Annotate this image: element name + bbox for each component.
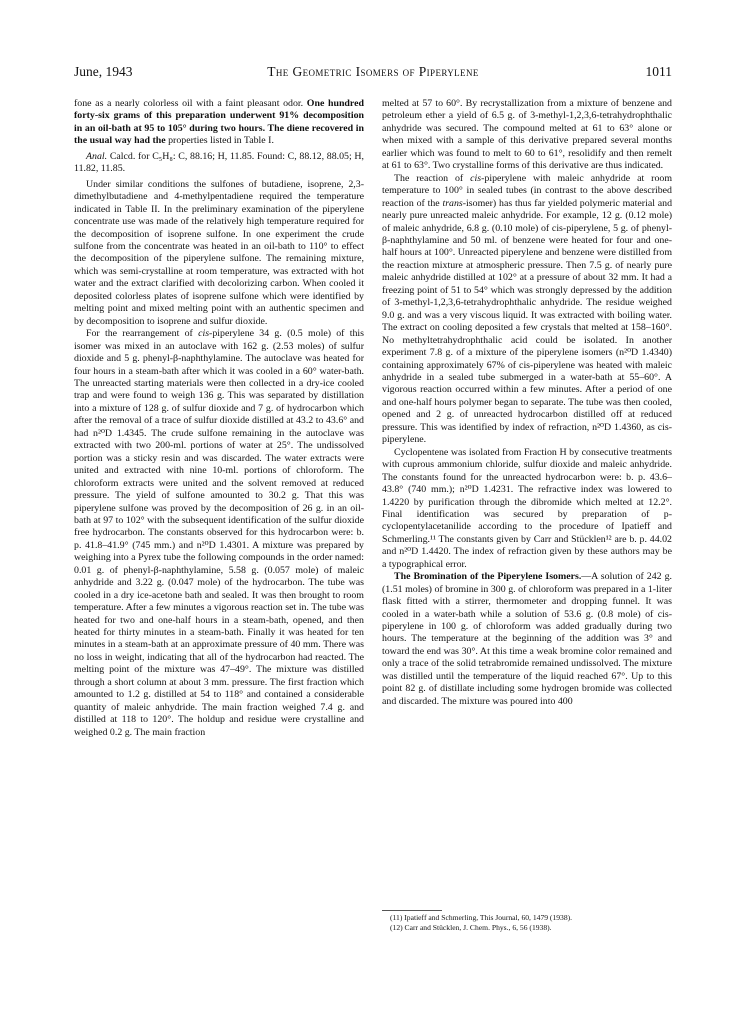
running-header bbox=[74, 64, 672, 82]
right-column bbox=[382, 98, 672, 708]
anal-label: Anal. bbox=[86, 150, 108, 162]
page-number: 1011 bbox=[645, 64, 672, 79]
paragraph-bromination: The Bromination of the Piperylene Isomers.—A solution of 242 g. (1.51 moles) of bromine in 300 g. of chloroform was prepared in a 1-liter flask fitted with a stirrer, thermometer and dropping funnel. It was cooled in a water-bath while a solution of 53.6 g. (0.8 mole) of cis-piperylene in 100 g. of chloroform was added gradually during two hours. The temperature at the beginning of the addition was 3° and toward the end was 30°. At this time a weak bromine color remained and only a trace of the solid tetrabromide remained undissolved. The mixture was distilled until the temperature of the liquid reached 67°. Up to this point 82 g. of distillate including some hydrogen bromide was collected and discarded. The mixture was poured into 400 bbox=[382, 571, 672, 707]
footnote-rule bbox=[382, 910, 442, 911]
left-column bbox=[74, 98, 364, 739]
footnote-12: (12) Carr and Stücklen, J. Chem. Phys., 6, 56 (1938). bbox=[390, 923, 552, 932]
paragraph-rearrangement: For the rearrangement of cis-piperylene 34 g. (0.5 mole) of this isomer was mixed in an autoclave with 162 g. (2.53 moles) of sulfur dioxide and 5 g. phenyl-β-naphthylamine. The autoclave was heated for four hours in a steam-bath after which it was cooled in a 60° water-bath. The unreacted starting materials were then collected in a dry-ice cooled trap and were found to weigh 136 g. This was separated by distillation into a mixture of 128 g. of sulfur dioxide and 7 g. of hydrocarbon which after the removal of a trace of sulfur dioxide distilled at 43.2 to 43.6° and had n²⁰D 1.4345. The crude sulfone remaining in the autoclave was extracted with two 200-ml. portions of water at 25°. The undissolved portion was a sticky resin and was discarded. The water extracts were united and extracted with nine 10-ml. portions of chloroform. The chloroform extracts were united and the solvent removed at reduced pressure. The yield of sulfone amounted to 30.2 g. That this was piperylene sulfone was proved by the decomposition of 26 g. in an oil-bath at 97 to 102° with the subsequent identification of the sulfur dioxide free hydrocarbon. The constants observed for this hydrocarbon were: b. p. 41.8–41.9° (745 mm.) and n²⁰D 1.4301. A mixture was prepared by weighing into a Pyrex tube the following compounds in the order named: 0.01 g. of phenyl-β-naphthylamine, 5.58 g. (0.057 mole) of maleic anhydride and 3.22 g. (0.047 mole) of the hydrocarbon. The tube was cooled in a dry ice-acetone bath and sealed. It was then brought to room temperature. After a few minutes a vigorous reaction set in. The tube was heated for two and one-half hours in a steam-bath, opened, and then heated for thirty minutes in a steam-bath. Finally it was heated for ten minutes in a steam-bath at an approximate pressure of 40 mm. There was no loss in weight, indicating that all of the hydrocarbon had reacted. The melting point of the mixture was 47–49°. The mixture was distilled through a short column at about 3 mm. pressure. The first fraction which amounted to 1.2 g. distilled at 54 to 118° and contained a considerable quantity of maleic anhydride. The main fraction weighed 7.4 g. and distilled at 118 to 120°. The holdup and residue were crystalline and weighed 0.2 g. The main fraction bbox=[74, 328, 364, 738]
paragraph-continued-right: melted at 57 to 60°. By recrystallization from a mixture of benzene and petroleum ether a yield of 6.5 g. of 3-methyl-1,2,3,6-tetrahydrophthalic anhydride was secured. The compound melted at 61 to 63° alone or when mixed with a sample of this derivative prepared several months earlier which was found to melt to 60 to 61°, resolidify and then remelt at 61 to 63°. Two crystalline forms of this derivative are thus indicated. bbox=[382, 98, 672, 172]
paragraph-continued: fone as a nearly colorless oil with a faint pleasant odor. One hundred forty-six grams of this preparation underwent 91% decomposition in an oil-bath at 95 to 105° during two hours. The diene recovered in the usual way had the properties listed in Table I. bbox=[74, 98, 365, 147]
footnotes bbox=[382, 913, 672, 933]
paragraph-sulfones: Under similar conditions the sulfones of butadiene, isoprene, 2,3-dimethylbutadiene and 4-methylpentadiene required the temperature indicated in Table II. In the preliminary examination of the piperylene concentrate use was made of the relatively high temperature required for the decomposition of isoprene sulfone. In one experiment the crude sulfone from the concentrate was heated in an oil-bath to 110° to effect the decomposition of the piperylene sulfone. The remaining mixture, which was semi-crystalline at room temperature, was extracted with hot water and the extract clarified with decolorizing carbon. When cooled it deposited colorless plates of isoprene sulfone which were identified by melting point and mixed melting point with an authentic specimen and by decomposition to isoprene and sulfur dioxide. bbox=[74, 178, 364, 327]
footnote-11: (11) Ipatieff and Schmerling, This Journal, 60, 1479 (1938). bbox=[390, 913, 573, 922]
analysis-paragraph: Anal. Calcd. for C₅H₈: C, 88.16; H, 11.85. Found: C, 88.12, 88.05; H, 11.82, 11.85. bbox=[74, 150, 365, 175]
paragraph-maleic-reaction: The reaction of cis-piperylene with maleic anhydride at room temperature to 100° in sealed tubes (in contrast to the above described reaction of the trans-isomer) has thus far yielded polymeric material and nearly pure unreacted maleic anhydride. For example, 12 g. (0.12 mole) of maleic anhydride, 6.8 g. (0.10 mole) of cis-piperylene, 5 g. of phenyl-β-naphthylamine and 50 ml. of benzene were heated for four and one-half hours at 100°. Unreacted piperylene and benzene were distilled from the reaction mixture at atmospheric pressure. Then 7.5 g. of nearly pure maleic anhydride distilled at 102° at a pressure of about 32 mm. It had a freezing point of 51 to 54° which was strongly depressed by the addition of 3-methyl-1,2,3,6-tetrahydrophthalic anhydride. The residue weighed 9.0 g. and was a very viscous liquid. It was extracted with boiling water. The extract on cooling deposited a few crystals that melted at 158–160°. No methyltetrahydrophthalic acid could be isolated. In another experiment 7.8 g. of a mixture of the piperylene isomers (n²⁰D 1.4340) containing approximately 67% of cis-piperylene was heated with maleic anhydride in a sealed tube submerged in a water-bath at 55–60°. A vigorous reaction occurred within a few minutes. After a period of one and one-half hours polymer began to separate. The tube was then cooled, opened and 2 g. of unreacted hydrocarbon distilled off at reduced pressure. This was identified by index of refraction, n²⁰D 1.4360, as cis-piperylene. bbox=[382, 172, 673, 446]
paragraph-cyclopentene: Cyclopentene was isolated from Fraction H by consecutive treatments with cuprous ammonium chloride, sulfur dioxide and maleic anhydride. The constants found for the unreacted hydrocarbon were: b. p. 43.6–43.8° (740 mm.); n²⁰D 1.4231. The refractive index was lowered to 1.4220 by purification through the dibromide which melted at 12.2°. Final identification was secured by preparation of p-cyclopentylacetanilide according to the procedure of Ipatieff and Schmerling.¹¹ The constants given by Carr and Stücklen¹² are b. p. 44.02 and n²⁰D 1.4420. The index of refraction given by these authors may be a typographical error. bbox=[382, 446, 672, 570]
section-heading-bromination: The Bromination of the Piperylene Isomers. bbox=[394, 571, 582, 583]
header-title: The Geometric Isomers of Piperylene bbox=[267, 64, 479, 79]
header-date: June, 1943 bbox=[74, 64, 133, 79]
